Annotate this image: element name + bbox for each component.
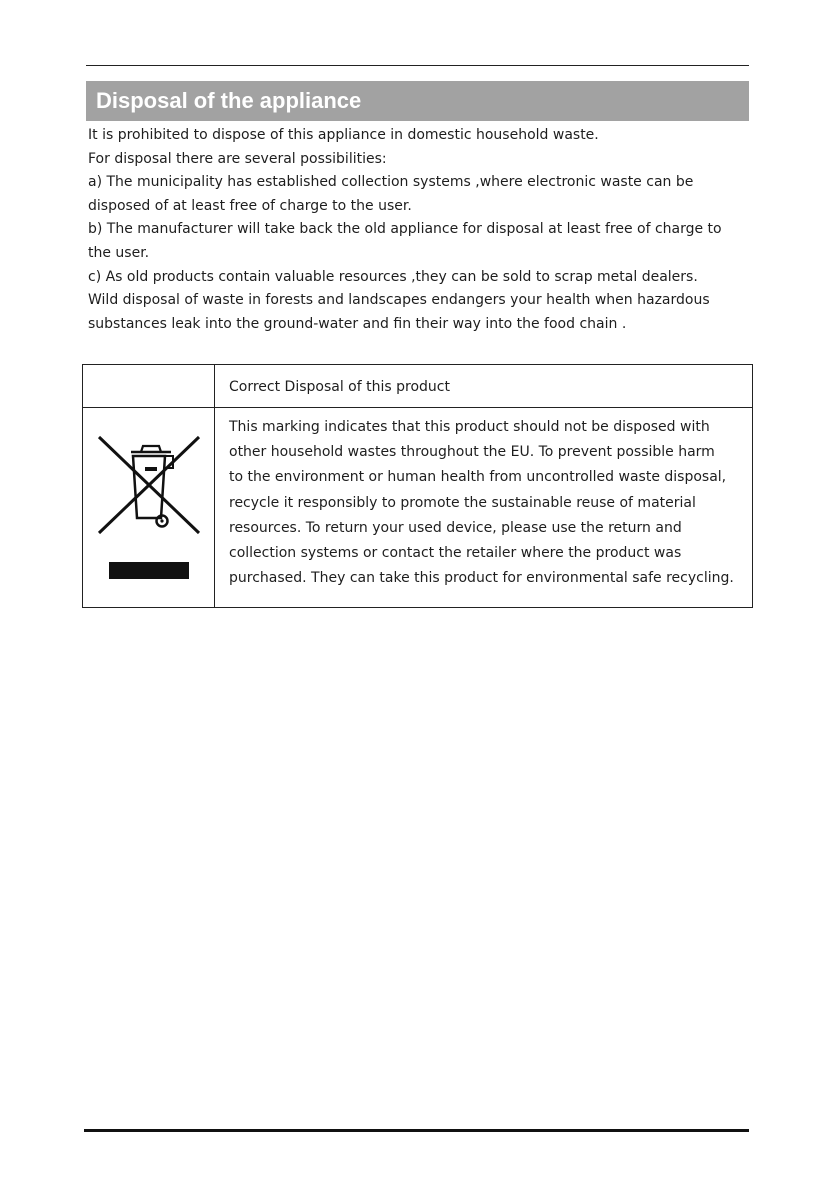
description-line: other household wastes throughout the EU. To prevent possible harm [229,444,715,461]
disposal-table [82,364,753,608]
table-header-cell: Correct Disposal of this product [229,379,450,395]
intro-line: a) The municipality has established collection systems ,where electronic waste can be [88,174,694,191]
intro-line: For disposal there are several possibilities: [88,150,387,167]
section-header-bar [86,81,749,121]
bottom-rule [84,1129,749,1132]
intro-line: c) As old products contain valuable resources ,they can be sold to scrap metal dealers. [88,268,698,285]
intro-line: disposed of at least free of charge to the user. [88,197,412,214]
intro-line: It is prohibited to dispose of this appliance in domestic household waste. [88,127,599,143]
description-line: This marking indicates that this product should not be disposed with [229,419,710,435]
description-line: to the environment or human health from uncontrolled waste disposal, [229,469,727,486]
description-line: purchased. They can take this product for environmental safe recycling. [229,570,734,587]
weee-crossed-out-wheelie-bin-icon [97,435,201,535]
table-description-cell [229,415,753,591]
table-row-divider [83,407,752,408]
description-line: collection systems or contact the retailer where the product was [229,545,682,562]
section-title: Disposal of the appliance [96,88,362,113]
intro-line: b) The manufacturer will take back the old appliance for disposal at least free of charge to [88,221,722,238]
description-line: recycle it responsibly to promote the sustainable reuse of material [229,494,696,511]
intro-line: substances leak into the ground-water and fin their way into the food chain . [88,315,627,332]
intro-line: Wild disposal of waste in forests and landscapes endangers your health when hazardous [88,292,710,309]
description-line: resources. To return your used device, please use the return and [229,519,682,536]
weee-black-bar [109,562,189,579]
intro-line: the user. [88,244,150,261]
top-rule [86,65,749,66]
table-column-divider [214,365,215,607]
intro-text [88,124,750,336]
